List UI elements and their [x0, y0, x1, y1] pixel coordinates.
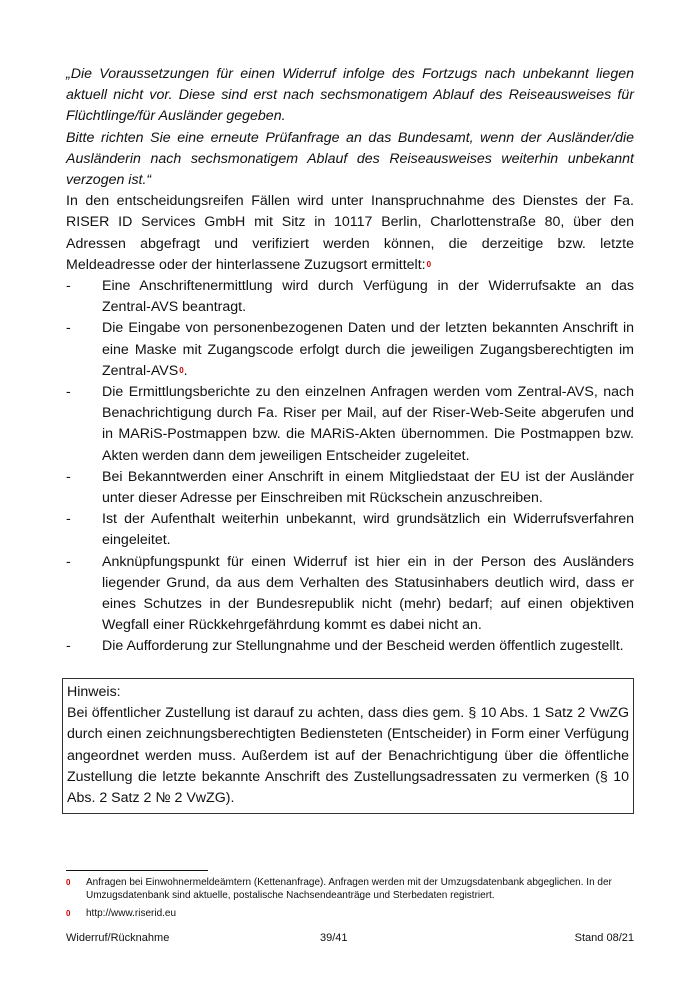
list-item [66, 276, 634, 318]
list-item [66, 382, 634, 467]
procedure-list [66, 276, 634, 658]
list-item-text: Eine Anschriftenermittlung wird durch Verfügung in der Widerrufsakte an das Zentral-AVS beantragt. [102, 278, 634, 316]
note-box [62, 678, 634, 814]
dash-bullet: - [66, 468, 71, 485]
quote-paragraph-2: Bitte richten Sie eine erneute Prüfanfrage an das Bundesamt, wenn der Ausländer/die Ausländerin nach sechsmonatigem Ablauf des Reiseausweises weiterhin unbekannt verzogen ist.“ [66, 129, 634, 189]
intro-paragraph [66, 191, 634, 276]
dash-bullet: - [66, 384, 71, 401]
footnote-2 [66, 907, 634, 920]
note-text: Bei öffentlicher Zustellung ist darauf zu achten, dass dies gem. § 10 Abs. 1 Satz 2 VwZG durch einen zeichnungsberechtigten Bediensteten (Entscheider) in Form einer Verfügung angeordnet werden muss. Außerdem ist auf der Benachrichtigung über die öffentliche Zustellung die letzte bekannte Anschrift des Zustellungsadressaten zu vermerken (§ 10 Abs. 2 Satz 2 № 2 VwZG). [67, 705, 629, 807]
footnote-divider [66, 870, 208, 871]
footnote-1 [66, 876, 634, 902]
list-item-text: Anknüpfungspunkt für einen Widerruf ist hier ein in der Person des Ausländers liegender Grund, da aus dem Verhalten des Statusinhabers deutlich wird, dass er eines Schutzes in der Bundesrepublik nicht (mehr) bedarf; auf einen objektiven Wegfall einer Rückkehrgefährdung kommt es dabei nicht an. [102, 553, 634, 634]
list-item [66, 552, 634, 637]
footnote-text: Anfragen bei Einwohnermeldeämtern (Kettenanfrage). Anfragen werden mit der Umzugsdatenbank abgeglichen. In der Umzugsdatenbank sind aktuelle, postalische Nachsendeanträge und Sterbedaten registriert. [86, 877, 612, 901]
list-item [66, 318, 634, 382]
list-item-period: . [183, 362, 188, 379]
dash-bullet: - [66, 511, 71, 528]
dash-bullet: - [66, 278, 71, 295]
list-item-text: Die Ermittlungsberichte zu den einzelnen Anfragen werden vom Zentral-AVS, nach Benachrichtigung durch Fa. Riser per Mail, auf der Riser-Web-Seite abgerufen und in MARiS-Postmappen bzw. die MARiS-Akten übernommen. Die Postmappen bzw. Akten werden dann dem jeweiligen Entscheider zugeleitet. [102, 384, 634, 464]
footer-revision: Stand 08/21 [574, 932, 634, 944]
footnote-number: 0 [66, 909, 71, 918]
footer-page-number: 39/41 [320, 932, 348, 944]
list-item-text: Die Eingabe von personenbezogenen Daten und der letzten bekannten Anschrift in eine Maske mit Zugangscode erfolgt durch die jeweiligen Zugangsberechtigten im Zentral-AVS [102, 320, 634, 379]
document-body [66, 64, 634, 658]
list-item-text: Bei Bekanntwerden einer Anschrift in einem Mitgliedstaat der EU ist der Ausländer unter dieser Adresse per Einschreiben mit Rückschein anzuschreiben. [102, 468, 634, 507]
list-item [66, 509, 634, 551]
intro-text: In den entscheidungsreifen Fällen wird unter Inanspruchnahme des Dienstes der Fa. RISER ID Services GmbH mit Sitz in 10117 Berlin, Charlottenstraße 80, über den Adressen abgefragt und verifiziert werden können, die derzeitige bzw. letzte Meldeadresse oder der hinterlassene Zuzugsort ermittelt: [66, 193, 634, 273]
dash-bullet: - [66, 320, 71, 337]
list-item-text: Die Aufforderung zur Stellungnahme und der Bescheid werden öffentlich zugestellt. [102, 638, 624, 655]
note-title: Hinweis: [67, 684, 121, 700]
quote-paragraph-1: „Die Voraussetzungen für einen Widerruf infolge des Fortzugs nach unbekannt liegen aktuell nicht vor. Diese sind erst nach sechsmonatigem Ablauf des Reiseausweises für Flüchtlinge/für Ausländer gegeben. [66, 66, 634, 125]
list-item [66, 636, 634, 657]
dash-bullet: - [66, 553, 71, 570]
footer-document-title: Widerruf/Rücknahme [66, 932, 170, 944]
footnote-number: 0 [66, 878, 71, 887]
list-item [66, 467, 634, 509]
footnote-reference[interactable]: 0 [179, 365, 184, 375]
dash-bullet: - [66, 638, 71, 655]
list-item-text: Ist der Aufenthalt weiterhin unbekannt, wird grundsätzlich ein Widerrufsverfahren eingeleitet. [102, 511, 634, 549]
footnote-reference[interactable]: 0 [426, 259, 432, 269]
footnote-link[interactable]: http://www.riserid.eu [86, 908, 177, 919]
